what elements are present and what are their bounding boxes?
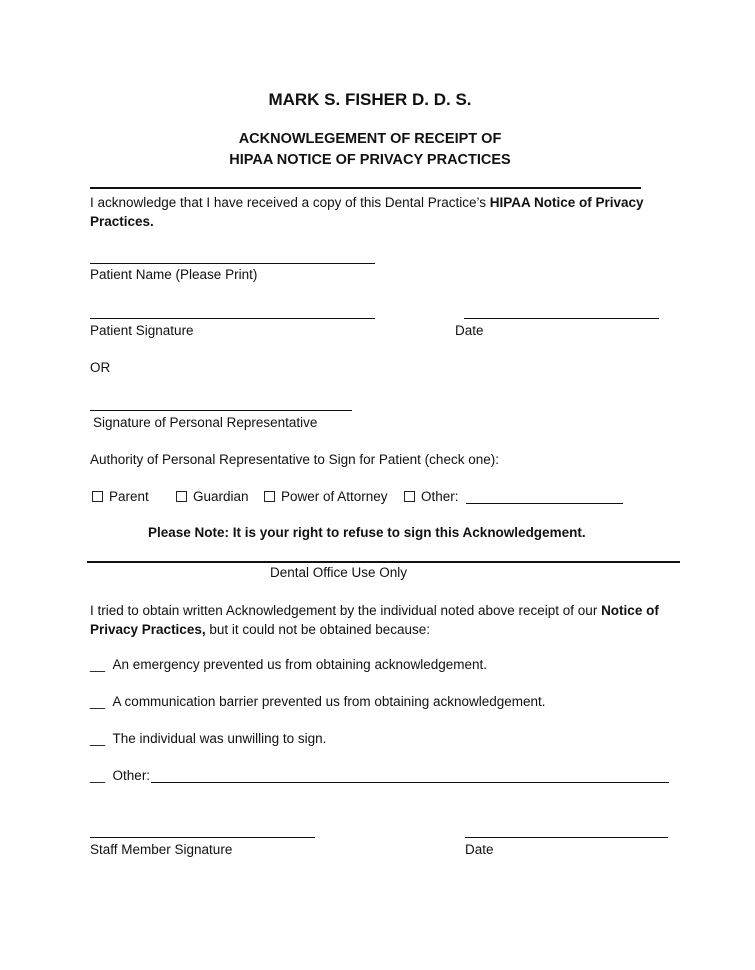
reason-emergency-text: An emergency prevented us from obtaining acknowledgement. xyxy=(112,657,488,672)
office-section-title: Dental Office Use Only xyxy=(270,565,408,580)
staff-date-label: Date xyxy=(465,842,494,857)
acknowledgement-text xyxy=(90,193,655,231)
parent-label: Parent xyxy=(109,489,149,504)
office-divider xyxy=(87,561,680,563)
authority-label: Authority of Personal Representative to Sign for Patient (check one): xyxy=(90,452,499,467)
authority-option-guardian[interactable] xyxy=(176,489,249,504)
reason-other-blank[interactable]: __ xyxy=(90,768,106,783)
guardian-checkbox[interactable] xyxy=(176,491,187,502)
other-label: Other: xyxy=(421,489,459,504)
header-divider xyxy=(90,187,641,189)
reason-other-line[interactable] xyxy=(151,782,669,783)
form-title-line2: HIPAA NOTICE OF PRIVACY PRACTICES xyxy=(229,152,511,168)
reason-other-text: Other: xyxy=(112,768,151,783)
patient-date-label: Date xyxy=(455,323,484,338)
staff-date-line[interactable] xyxy=(465,837,668,838)
patient-signature-line[interactable] xyxy=(90,318,375,319)
power-of-attorney-checkbox[interactable] xyxy=(264,491,275,502)
authority-option-power-of-attorney[interactable] xyxy=(264,489,388,504)
office-intro-plain: I tried to obtain written Acknowledgement by the individual noted above receipt of our xyxy=(90,603,602,618)
reason-unwilling-blank[interactable]: __ xyxy=(90,731,106,746)
authority-other-line[interactable] xyxy=(466,503,623,504)
parent-checkbox[interactable] xyxy=(92,491,103,502)
refuse-note: Please Note: It is your right to refuse to sign this Acknowledgement. xyxy=(148,525,586,540)
or-label: OR xyxy=(90,360,111,375)
guardian-label: Guardian xyxy=(193,489,249,504)
authority-option-other[interactable] xyxy=(404,489,459,504)
reason-emergency-blank[interactable]: __ xyxy=(90,657,106,672)
reason-emergency[interactable] xyxy=(90,657,487,672)
patient-date-line[interactable] xyxy=(464,318,659,319)
patient-signature-label: Patient Signature xyxy=(90,323,194,338)
acknowledgement-text-plain: I acknowledge that I have received a copy of this Dental Practice’s xyxy=(90,195,490,210)
patient-name-label: Patient Name (Please Print) xyxy=(90,267,258,282)
reason-communication[interactable] xyxy=(90,694,546,709)
office-intro-bold: Notice of Privacy Practices, xyxy=(90,603,659,637)
office-intro-tail: but it could not be obtained because: xyxy=(205,622,431,637)
representative-signature-label: Signature of Personal Representative xyxy=(93,415,318,430)
office-intro-text xyxy=(90,601,670,639)
authority-option-parent[interactable] xyxy=(92,489,149,504)
form-title-line1: ACKNOWLEGEMENT OF RECEIPT OF xyxy=(238,131,502,147)
reason-other[interactable] xyxy=(90,768,150,783)
acknowledgement-text-bold: HIPAA Notice of Privacy Practices. xyxy=(90,195,644,229)
other-checkbox[interactable] xyxy=(404,491,415,502)
reason-communication-blank[interactable]: __ xyxy=(90,694,106,709)
reason-unwilling[interactable] xyxy=(90,731,326,746)
practice-name: MARK S. FISHER D. D. S. xyxy=(268,90,472,109)
power-of-attorney-label: Power of Attorney xyxy=(281,489,388,504)
patient-name-line[interactable] xyxy=(90,263,375,264)
staff-signature-label: Staff Member Signature xyxy=(90,842,233,857)
representative-signature-line[interactable] xyxy=(90,410,352,411)
reason-communication-text: A communication barrier prevented us from obtaining acknowledgement. xyxy=(112,694,546,709)
staff-signature-line[interactable] xyxy=(90,837,315,838)
reason-unwilling-text: The individual was unwilling to sign. xyxy=(112,731,327,746)
